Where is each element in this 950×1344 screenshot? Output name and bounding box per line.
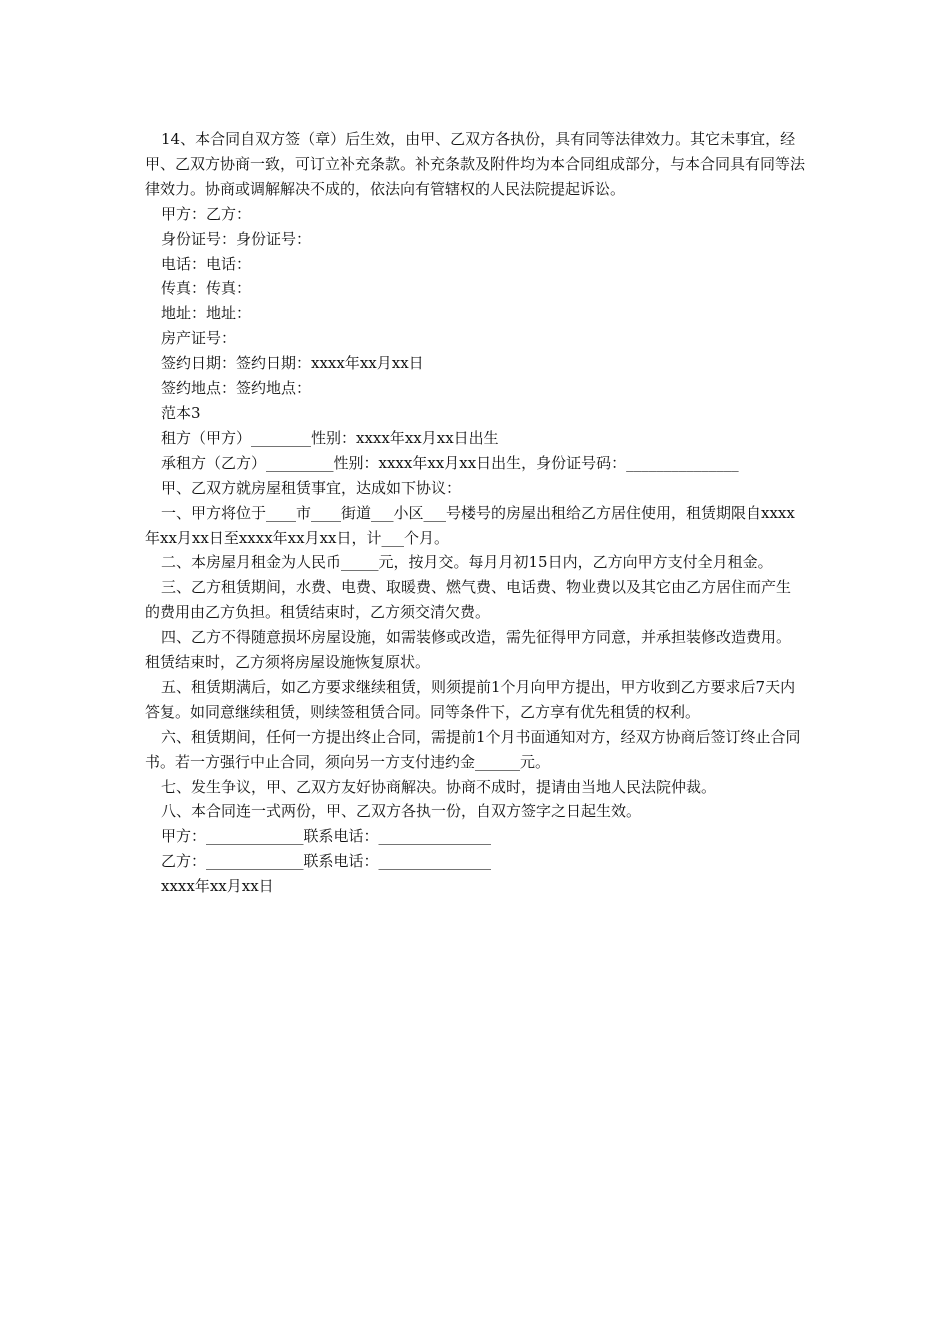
party-a-signature-line: 甲方：_____________联系电话：_______________ (161, 827, 492, 846)
clause-1-paragraph: 一、甲方将位于____市____街道___小区___号楼号的房屋出租给乙方居住使用，租赁期限自xxxx年xx月xx日至xxxx年xx月xx日，计___个月。 (145, 503, 795, 547)
clause-2-paragraph: 二、本房屋月租金为人民币_____元，按月交。每月月初15日内，乙方向甲方支付全月租金。 (161, 553, 773, 572)
signing-place-line: 签约地点：签约地点： (161, 379, 312, 398)
party-b-signature-line: 乙方：_____________联系电话：_______________ (161, 852, 492, 871)
fax-line: 传真：传真： (161, 279, 252, 298)
property-cert-line: 房产证号： (161, 329, 237, 348)
closing-date-line: xxxx年xx月xx日 (161, 877, 274, 896)
clause-8-paragraph: 八、本合同连一式两份，甲、乙双方各执一份，自双方签字之日起生效。 (161, 802, 642, 821)
clause-7-paragraph: 七、发生争议，甲、乙双方友好协商解决。协商不成时，提请由当地人民法院仲裁。 (161, 777, 717, 796)
document-body (145, 127, 805, 899)
party-names-line: 甲方：乙方： (161, 204, 252, 223)
clause-4-paragraph: 四、乙方不得随意损坏房屋设施，如需装修或改造，需先征得甲方同意，并承担装修改造费用。租赁结束时，乙方须将房屋设施恢复原状。 (145, 628, 792, 672)
clause-14-paragraph: 14、本合同自双方签（章）后生效，由甲、乙双方各执份，具有同等法律效力。其它未事宜，经甲、乙双方协商一致，可订立补充条款。补充条款及附件均为本合同组成部分，与本合同具有同等法律效力。协商或调解解决不成的，依法向有管辖权的人民法院提起诉讼。 (145, 130, 806, 198)
lessee-line: 承租方（乙方）_________性别：xxxx年xx月xx日出生，身份证号码：_______________ (161, 453, 739, 472)
agreement-intro: 甲、乙双方就房屋租赁事宜，达成如下协议： (161, 478, 462, 497)
id-number-line: 身份证号：身份证号： (161, 229, 312, 248)
clause-6-paragraph: 六、租赁期间，任何一方提出终止合同，需提前1个月书面通知对方，经双方协商后签订终止合同书。若一方强行中止合同，须向另一方支付违约金______元。 (145, 727, 801, 771)
template-3-heading: 范本3 (161, 403, 201, 422)
clause-3-paragraph: 三、乙方租赁期间，水费、电费、取暖费、燃气费、电话费、物业费以及其它由乙方居住而产生的费用由乙方负担。租赁结束时，乙方须交清欠费。 (145, 578, 792, 622)
address-line: 地址：地址： (161, 304, 252, 323)
signing-date-line: 签约日期：签约日期：xxxx年xx月xx日 (161, 354, 424, 373)
phone-line: 电话：电话： (161, 254, 252, 273)
lessor-line: 租方（甲方）________性别：xxxx年xx月xx日出生 (161, 428, 499, 447)
clause-5-paragraph: 五、租赁期满后，如乙方要求继续租赁，则须提前1个月向甲方提出，甲方收到乙方要求后7天内答复。如同意继续租赁，则续签租赁合同。同等条件下，乙方享有优先租赁的权利。 (145, 677, 796, 721)
